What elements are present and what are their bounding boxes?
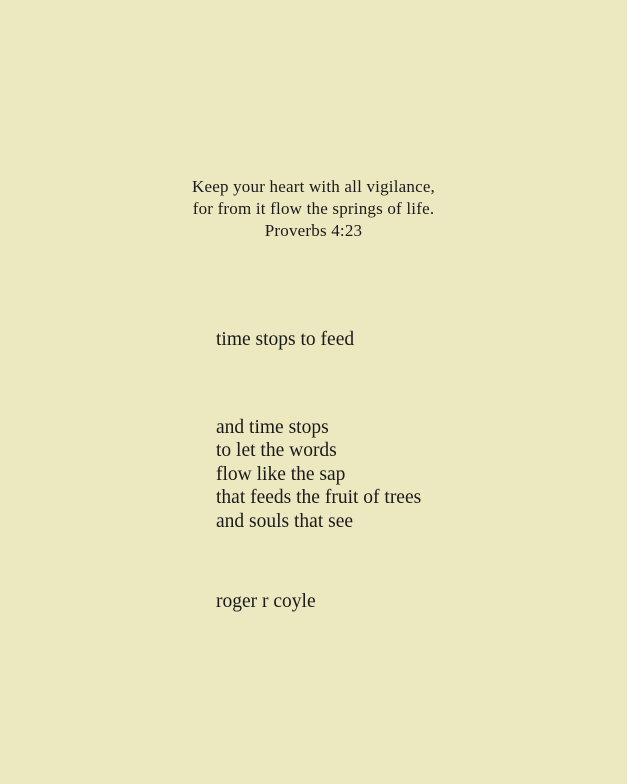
poem-line: and souls that see — [216, 510, 354, 532]
poem-stanza-1 — [216, 328, 421, 352]
epigraph-line-1: Keep your heart with all vigilance, — [191, 177, 436, 196]
epigraph-line-2: for from it flow the springs of life. — [192, 199, 435, 218]
poem-line: flow like the sap — [216, 463, 346, 485]
poem-stanza-2 — [216, 416, 421, 534]
epigraph-block — [0, 176, 627, 242]
poem-line: and time stops — [216, 416, 329, 438]
epigraph-citation: Proverbs 4:23 — [264, 221, 363, 240]
author-byline: roger r coyle — [216, 591, 316, 612]
poem-line: that feeds the fruit of trees — [216, 487, 422, 508]
poem-line: to let the words — [216, 440, 337, 461]
poem-body — [216, 328, 421, 614]
poem-line: time stops to feed — [216, 329, 355, 350]
